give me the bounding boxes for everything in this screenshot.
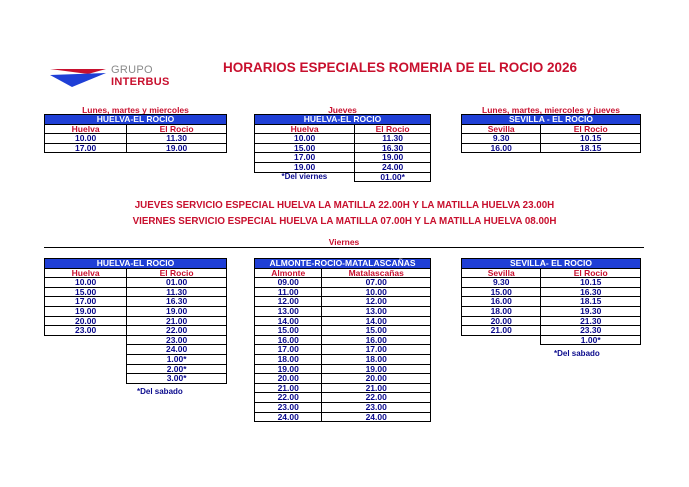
time-cell: 20.00 (322, 374, 431, 384)
time-cell: 19.00 (127, 143, 227, 153)
time-cell: 18.00 (255, 354, 322, 364)
time-cell: 11.30 (127, 287, 227, 297)
footnote-saturday: *Del sabado (554, 349, 600, 358)
caption-table-2: Jueves (328, 105, 357, 115)
empty-cell (45, 354, 127, 364)
time-cell: 9.30 (462, 134, 541, 144)
time-cell: 16.30 (541, 287, 641, 297)
time-cell: 19.00 (127, 306, 227, 316)
time-cell: 22.00 (127, 326, 227, 336)
col-header: Huelva (255, 124, 355, 134)
time-cell: 19.00 (322, 364, 431, 374)
empty-cell (462, 335, 541, 345)
time-cell: 24.00 (355, 162, 431, 172)
time-cell: 13.00 (255, 306, 322, 316)
time-cell: 20.00 (45, 316, 127, 326)
route-header: HUELVA-EL ROCIO (255, 115, 431, 125)
schedule-table-huelva-friday (44, 258, 227, 384)
time-cell: 21.00 (127, 316, 227, 326)
time-cell: 11.30 (355, 134, 431, 144)
time-cell: 11.00 (255, 287, 322, 297)
time-cell: 16.00 (462, 143, 541, 153)
time-cell: 17.00 (322, 345, 431, 355)
time-cell: 10.15 (541, 134, 641, 144)
col-header: Almonte (255, 268, 322, 278)
time-cell: 1.00* (127, 354, 227, 364)
time-cell: 16.00 (255, 335, 322, 345)
col-header: Matalascañas (322, 268, 431, 278)
caption-table-1: Lunes, martes y miercoles (82, 105, 189, 115)
time-cell: 15.00 (322, 326, 431, 336)
time-cell: 16.00 (322, 335, 431, 345)
time-cell: 19.00 (255, 364, 322, 374)
empty-cell (45, 345, 127, 355)
special-service-friday: VIERNES SERVICIO ESPECIAL HUELVA LA MATILLA 07.00H Y LA MATILLA HUELVA 08.00H (132, 216, 557, 227)
time-cell: 01.00 (127, 278, 227, 288)
logo-line1: GRUPO (111, 64, 153, 76)
time-cell: 10.15 (541, 278, 641, 288)
time-cell: 16.00 (462, 297, 541, 307)
special-service-thursday: JUEVES SERVICIO ESPECIAL HUELVA LA MATILLA 22.00H Y LA MATILLA HUELVA 23.00H (134, 200, 555, 211)
schedule-table-sevilla-weekdays (461, 114, 641, 153)
col-header: El Rocio (541, 124, 641, 134)
schedule-table-sevilla-friday (461, 258, 641, 345)
time-cell: 17.00 (45, 143, 127, 153)
time-cell: 9.30 (462, 278, 541, 288)
schedule-table-huelva-weekdays (44, 114, 227, 153)
col-header: El Rocio (127, 124, 227, 134)
footnote-saturday: *Del sabado (137, 387, 183, 396)
time-cell: 09.00 (255, 278, 322, 288)
time-cell: 20.00 (462, 316, 541, 326)
time-cell: 19.30 (541, 306, 641, 316)
time-cell: 3.00* (127, 374, 227, 384)
col-header: El Rocio (127, 268, 227, 278)
footnote-label: *Del viernes (281, 171, 328, 181)
empty-cell (45, 374, 127, 384)
time-cell: 23.00 (255, 402, 322, 412)
time-cell: 17.00 (255, 153, 355, 163)
time-cell: 19.00 (355, 153, 431, 163)
time-cell: 13.00 (322, 306, 431, 316)
time-cell: 07.00 (322, 278, 431, 288)
time-cell: 24.00 (127, 345, 227, 355)
time-cell: 16.30 (127, 297, 227, 307)
time-cell: 15.00 (255, 326, 322, 336)
empty-cell (45, 364, 127, 374)
time-cell: 21.00 (462, 326, 541, 336)
time-cell: 21.00 (255, 383, 322, 393)
time-cell: 20.00 (255, 374, 322, 384)
time-cell: 19.00 (45, 306, 127, 316)
time-cell: 24.00 (255, 412, 322, 422)
time-cell: 01.00* (355, 172, 431, 182)
interbus-logo (48, 60, 178, 96)
time-cell: 10.00 (45, 278, 127, 288)
time-cell: 23.30 (541, 326, 641, 336)
time-cell: 23.00 (322, 402, 431, 412)
time-cell: 17.00 (45, 297, 127, 307)
divider (44, 247, 644, 248)
time-cell: 16.30 (355, 143, 431, 153)
time-cell: 18.00 (322, 354, 431, 364)
time-cell: 15.00 (462, 287, 541, 297)
time-cell: 21.00 (322, 383, 431, 393)
col-header: Sevilla (462, 268, 541, 278)
col-header: El Rocio (541, 268, 641, 278)
route-header: HUELVA-EL ROCIO (45, 259, 227, 269)
page-title: HORARIOS ESPECIALES ROMERIA DE EL ROCIO 2026 (222, 60, 578, 75)
time-cell: 12.00 (255, 297, 322, 307)
time-cell: 10.00 (45, 134, 127, 144)
time-cell: 2.00* (127, 364, 227, 374)
time-cell: 22.00 (322, 393, 431, 403)
empty-cell (45, 335, 127, 345)
col-header: Huelva (45, 268, 127, 278)
col-header: El Rocio (355, 124, 431, 134)
time-cell: 10.00 (255, 134, 355, 144)
friday-caption: Viernes (328, 237, 360, 247)
time-cell: 14.00 (255, 316, 322, 326)
time-cell: 11.30 (127, 134, 227, 144)
time-cell: 18.00 (462, 306, 541, 316)
time-cell: 15.00 (45, 287, 127, 297)
time-cell: 23.00 (127, 335, 227, 345)
caption-table-3: Lunes, martes, miercoles y jueves (482, 105, 620, 115)
col-header: Huelva (45, 124, 127, 134)
route-header: SEVILLA - EL ROCIO (462, 115, 641, 125)
time-cell: 21.30 (541, 316, 641, 326)
schedule-table-huelva-thursday (254, 114, 431, 182)
time-cell: 23.00 (45, 326, 127, 336)
time-cell: 19.00 (255, 162, 355, 172)
time-cell: 14.00 (322, 316, 431, 326)
col-header: Sevilla (462, 124, 541, 134)
logo-swoosh-icon (48, 60, 110, 90)
logo-line2: INTERBUS (111, 76, 170, 88)
time-cell: 22.00 (255, 393, 322, 403)
time-cell: 15.00 (255, 143, 355, 153)
route-header: HUELVA-EL ROCIO (45, 115, 227, 125)
time-cell: 24.00 (322, 412, 431, 422)
time-cell: 18.15 (541, 297, 641, 307)
schedule-table-almonte-matalascanas (254, 258, 431, 422)
time-cell: 10.00 (322, 287, 431, 297)
time-cell: 17.00 (255, 345, 322, 355)
time-cell: 1.00* (541, 335, 641, 345)
route-header: SEVILLA- EL ROCIO (462, 259, 641, 269)
time-cell: 18.15 (541, 143, 641, 153)
time-cell: 12.00 (322, 297, 431, 307)
route-header: ALMONTE-ROCIO-MATALASCAÑAS (255, 259, 431, 269)
